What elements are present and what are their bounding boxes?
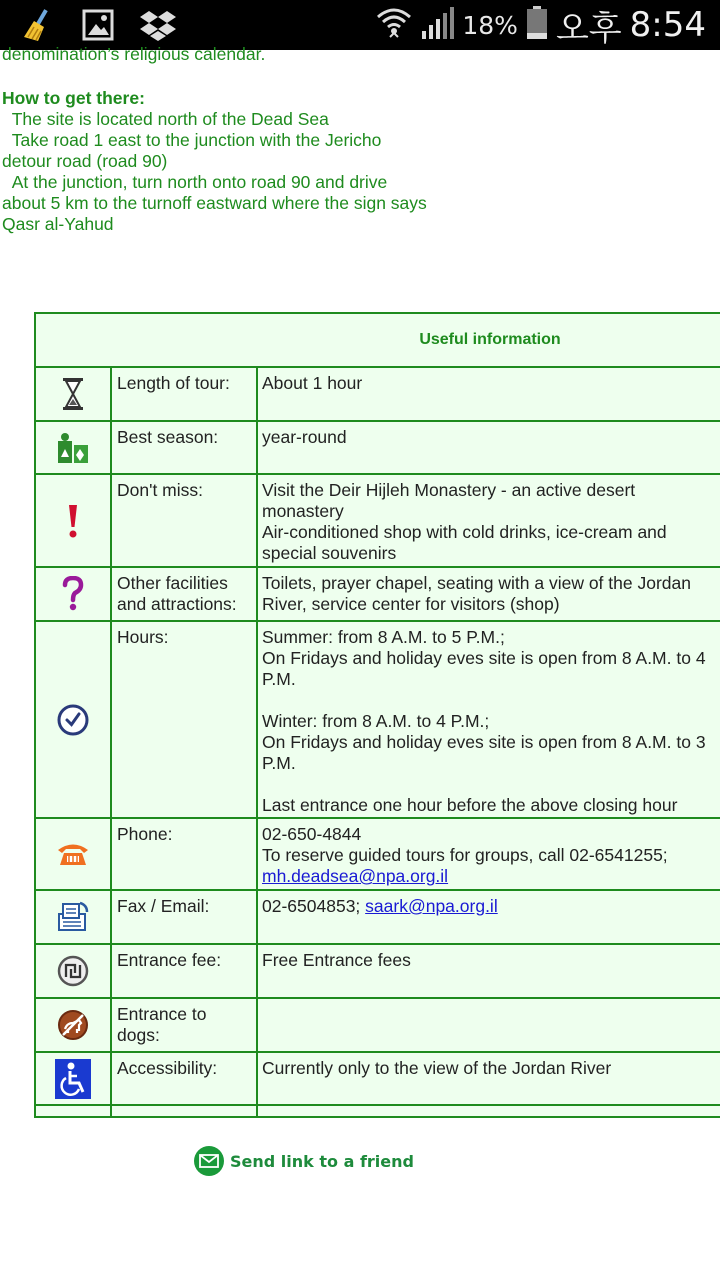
phone-icon: [36, 819, 112, 889]
table-row: [36, 568, 720, 622]
row-value: [258, 999, 720, 1051]
row-label: Accessibility:: [112, 1053, 258, 1104]
broom-cleaner-icon: [18, 6, 58, 44]
row-value: year-round: [258, 422, 720, 473]
row-value: Toilets, prayer chapel, seating with a view of the Jordan River, service center for visitors (shop): [258, 568, 720, 620]
wheelchair-icon: [36, 1053, 112, 1104]
row-value: Visit the Deir Hijleh Monastery - an active desert monastery Air-conditioned shop with cold drinks, ice-cream and special souvenirs: [258, 475, 720, 566]
season-icon: [36, 422, 112, 473]
directions-line: At the junction, turn north onto road 90 and drive about 5 km to the turnoff eastward where the sign says Qasr al-Yahud: [2, 172, 432, 234]
status-bar: [0, 0, 720, 50]
send-link-button[interactable]: [194, 1146, 414, 1176]
row-value: Free Entrance fees: [258, 945, 720, 997]
row-label: Fax / Email:: [112, 891, 258, 943]
row-value: About 1 hour: [258, 368, 720, 420]
row-label: Hours:: [112, 622, 258, 817]
table-footer-row: [36, 1106, 720, 1116]
row-value: Summer: from 8 A.M. to 5 P.M.; On Fridays and holiday eves site is open from 8 A.M. to 4 P.M. Winter: from 8 A.M. to 4 P.M.; On Fridays and holiday eves site is open from 8 A.M. to 3 P.M. Last entrance one hour before the above closing hour: [258, 622, 720, 817]
table-row: [36, 622, 720, 819]
row-value: 02-6504853; saark@npa.org.il: [258, 891, 720, 943]
table-title: Useful information: [419, 331, 561, 348]
directions-title: How to get there:: [2, 88, 145, 108]
table-row: [36, 1053, 720, 1106]
directions-line: Take road 1 east to the junction with the Jericho detour road (road 90): [2, 130, 387, 171]
directions-line: The site is located north of the Dead Sea: [2, 109, 329, 129]
question-icon: [36, 568, 112, 620]
table-row: [36, 475, 720, 568]
signal-icon: [420, 7, 454, 44]
row-label: Length of tour:: [112, 368, 258, 420]
table-row: [36, 891, 720, 945]
row-label: Other facilities and attractions:: [112, 568, 258, 620]
row-label: Entrance fee:: [112, 945, 258, 997]
shekel-icon: [36, 945, 112, 997]
email-link-saark[interactable]: saark@npa.org.il: [365, 896, 498, 916]
send-link-label: Send link to a friend: [230, 1151, 414, 1171]
clock-time: 8:54: [629, 5, 706, 45]
gallery-icon: [78, 6, 118, 44]
no-dogs-icon: [36, 999, 112, 1051]
clock-icon: [36, 622, 112, 817]
directions-section: [2, 88, 432, 235]
table-header: [36, 314, 720, 368]
email-link-deadsea[interactable]: mh.deadsea@npa.org.il: [262, 866, 449, 886]
hourglass-icon: [36, 368, 112, 420]
fax-icon: [36, 891, 112, 943]
wifi-icon: [376, 5, 412, 46]
intro-text: denomination’s religious calendar.: [2, 44, 266, 64]
table-row: [36, 945, 720, 999]
row-label: Best season:: [112, 422, 258, 473]
row-label: Phone:: [112, 819, 258, 889]
table-row: [36, 819, 720, 891]
mail-icon: [194, 1146, 224, 1176]
table-row: [36, 368, 720, 422]
dropbox-icon: [138, 6, 178, 44]
battery-icon: [526, 6, 548, 45]
row-value: 02-650-4844 To reserve guided tours for groups, call 02-6541255; mh.deadsea@npa.org.il: [258, 819, 720, 889]
row-label: Entrance to dogs:: [112, 999, 258, 1051]
table-row: [36, 999, 720, 1053]
exclamation-icon: [36, 475, 112, 566]
table-row: [36, 422, 720, 475]
battery-percent: 18%: [462, 10, 518, 40]
row-label: Don't miss:: [112, 475, 258, 566]
ampm-label: 오후: [555, 8, 622, 49]
row-value: Currently only to the view of the Jordan River: [258, 1053, 720, 1104]
useful-info-table: [34, 312, 720, 1118]
